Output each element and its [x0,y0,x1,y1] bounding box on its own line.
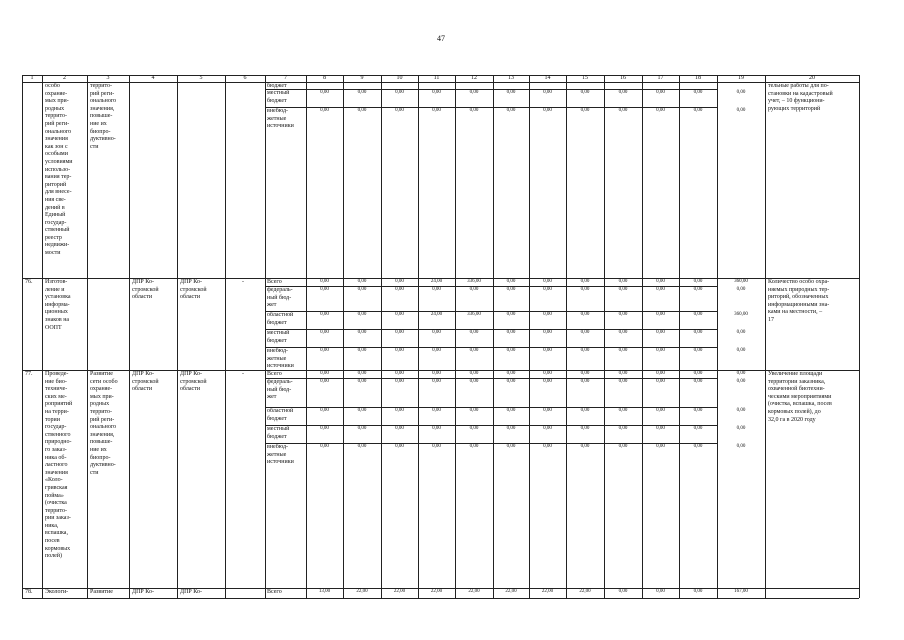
row77-value-2-col8: 0,00 [320,408,329,413]
row76-value-2-col18: 0,00 [693,312,703,317]
cont-row-indicator: тельные работы для по- становки на кадастровый учет, – 10 функциони- рующих территорий [768,83,833,112]
row76-value-1-col14: 0,00 [543,287,552,292]
row76-value-1-col13: 0,00 [506,287,516,292]
row76-value-0-col16: 0,00 [618,279,628,284]
row76-value-2-col9: 0,00 [357,312,367,317]
row77-value-4-col17: 0,00 [656,444,665,449]
row76-value-3-col15: 0,00 [580,330,590,335]
row76-source-local: местный бюджет [267,330,290,344]
row77-value-2-col14: 0,00 [543,408,552,413]
row78-number: 78. [25,589,33,595]
row76-value-4-col10: 0,00 [395,348,404,353]
row76-value-2-col16: 0,00 [618,312,628,317]
row77-number: 77. [25,371,33,377]
row77-value-1-col18: 0,00 [693,379,703,384]
cont-row-value-1-col8: 0,00 [320,90,329,95]
row77-value-3-col17: 0,00 [656,426,665,431]
cont-row-value-2-col9: 0,00 [357,108,367,113]
row77-value-0-col14: 0,00 [543,371,552,376]
row76-value-1-col8: 0,00 [320,287,329,292]
row76-value-2-col19: 360,00 [734,312,748,317]
row77-measure-name: Проведе- ние био- техниче- ских ме- роприятий на терри- тории государ- ственного природно- го заказ- ника об- ластного значения «Коло- гривская пойма» (очистка террито- рии заказ- ника, вспашка, посев кормовых полей) [45,371,73,560]
row76-executor: ДПР Ко- стромской области [132,279,159,301]
row76-value-4-col11: 0,00 [432,348,441,353]
row77-value-2-col11: 0,00 [432,408,441,413]
cont-row-value-1-col10: 0,00 [395,90,404,95]
header-col-11: 11 [433,75,440,81]
row78-measure-name: Экологи- [45,589,69,595]
row77-value-0-col8: 0,00 [320,371,329,376]
row76-value-4-col8: 0,00 [320,348,329,353]
row76-source-federal: федераль- ный бюд- жет [267,287,293,309]
cont-row-value-1-col15: 0,00 [580,90,590,95]
row77-value-3-col8: 0,00 [320,426,329,431]
row76-value-3-col14: 0,00 [543,330,552,335]
cont-row-value-2-col19: 0,00 [736,108,746,113]
row77-value-4-col13: 0,00 [506,444,516,449]
row77-value-4-col15: 0,00 [580,444,590,449]
row76-value-1-col10: 0,00 [395,287,404,292]
row76-value-0-col17: 0,00 [656,279,665,284]
row77-value-1-col14: 0,00 [543,379,552,384]
cont-row-value-2-col8: 0,00 [320,108,329,113]
row78-value-0-col10: 22,00 [393,589,406,594]
header-col-9: 9 [360,75,364,81]
row76-value-2-col17: 0,00 [656,312,665,317]
row76-value-1-col11: 0,00 [432,287,441,292]
row78-value-0-col8: 13,00 [318,589,331,594]
row77-value-3-col13: 0,00 [506,426,516,431]
header-col-16: 16 [620,75,626,81]
row77-col6: - [242,371,244,377]
row77-value-2-col16: 0,00 [618,408,628,413]
row76-value-3-col17: 0,00 [656,330,665,335]
row76-value-2-col12: 336,00 [467,312,481,317]
row76-value-3-col8: 0,00 [320,330,329,335]
cont-row-value-1-col14: 0,00 [543,90,552,95]
cont-row-value-2-col13: 0,00 [506,108,516,113]
row78-value-0-col15: 22,00 [579,589,591,594]
cont-row-source-2: местный бюджет [267,90,290,104]
row76-value-4-col12: 0,00 [469,348,479,353]
header-col-15: 15 [582,75,588,81]
header-col-17: 17 [657,75,664,81]
row76-value-1-col9: 0,00 [357,287,367,292]
header-col-6: 6 [243,75,247,81]
row77-value-4-col14: 0,00 [543,444,552,449]
cont-row-value-2-col15: 0,00 [580,108,590,113]
header-col-18: 18 [695,75,701,81]
row76-value-2-col15: 0,00 [580,312,590,317]
row77-value-2-col15: 0,00 [580,408,590,413]
row77-coexecutor: ДПР Ко- стромской области [180,371,207,393]
header-col-1: 1 [30,75,34,81]
cont-row-value-1-col18: 0,00 [693,90,703,95]
row77-value-3-col10: 0,00 [395,426,404,431]
cont-row-value-1-col17: 0,00 [656,90,665,95]
row76-value-3-col16: 0,00 [618,330,628,335]
row78-coexecutor: ДПР Ко- [180,589,202,595]
row77-value-0-col12: 0,00 [469,371,479,376]
cont-row-value-2-col10: 0,00 [395,108,404,113]
row77-value-3-col9: 0,00 [357,426,367,431]
row77-value-3-col18: 0,00 [693,426,703,431]
header-col-10: 10 [396,75,403,81]
row76-value-4-col19: 0,00 [736,348,746,353]
cont-row-source-3: внебюд- жетные источники [267,108,294,130]
row77-value-0-col11: 0,00 [432,371,441,376]
row76-value-2-col11: 24,00 [430,312,443,317]
row76-indicator: Количество особо охра- няемых природных тер- риторий, обозначенных информационными зна- ками на местности, – 17 [768,279,830,323]
row77-indicator: Увеличение площади территории заказника, охваченной биотехни- ческими мероприятиями (очистка, вспашка, посев кормовых полей), до 32,0 га в 2020 году [768,371,832,423]
row76-measure-name: Изготов- ление и установка информа- ционных знаков на ООПТ [45,279,71,331]
header-col-7: 7 [284,75,287,81]
header-col-14: 14 [544,75,551,81]
row76-value-0-col11: 24,00 [430,279,443,284]
row77-source-total: Всего [267,371,282,377]
row77-value-1-col16: 0,00 [618,379,628,384]
row77-value-1-col17: 0,00 [656,379,665,384]
row76-source-total: Всего [267,279,282,285]
row77-value-4-col19: 0,00 [736,444,746,449]
page-number: 47 [437,34,445,43]
row78-source-total: Всего [267,589,282,595]
header-col-13: 13 [508,75,514,81]
cont-row-value-2-col12: 0,00 [469,108,479,113]
row77-source-local: местный бюджет [267,426,290,440]
row77-value-0-col10: 0,00 [395,371,404,376]
row77-value-2-col13: 0,00 [506,408,516,413]
row76-value-4-col18: 0,00 [693,348,703,353]
row76-value-0-col18: 0,00 [693,279,703,284]
header-col-8: 8 [323,75,326,81]
cont-row-measure-name: особо охраняе- мых при- родных террито- рий реги- онального значения как зон с особыми условиями использо- вания тер- риторий для внесе- ния све- дений в Единый государ- ственный реестр недвижи- мости [45,83,73,257]
row78-value-0-col12: 22,00 [468,589,480,594]
row76-value-3-col9: 0,00 [357,330,367,335]
row77-value-0-col13: 0,00 [506,371,516,376]
cont-row-value-2-col16: 0,00 [618,108,628,113]
header-col-5: 5 [199,75,203,81]
row78-value-0-col11: 22,00 [430,589,443,594]
row77-source-regional: областной бюджет [267,408,294,422]
row77-value-2-col18: 0,00 [693,408,703,413]
row76-value-0-col19: 360,00 [734,279,748,284]
row76-value-2-col14: 0,00 [543,312,552,317]
row77-value-0-col17: 0,00 [656,371,665,376]
row77-value-1-col19: 0,00 [736,379,746,384]
cont-row-value-2-col11: 0,00 [432,108,441,113]
row76-value-0-col10: 0,00 [395,279,404,284]
budget-table [22,75,859,598]
cont-row-value-1-col16: 0,00 [618,90,628,95]
row77-value-4-col10: 0,00 [395,444,404,449]
row76-value-0-col14: 0,00 [543,279,552,284]
row76-value-0-col13: 0,00 [506,279,516,284]
row77-value-0-col19: 0,00 [736,371,746,376]
row76-value-4-col13: 0,00 [506,348,516,353]
row78-value-0-col13: 22,00 [505,589,517,594]
row76-col6: - [242,279,244,285]
row77-value-2-col9: 0,00 [357,408,367,413]
cont-row-value-1-col19: 0,00 [736,90,746,95]
row76-value-1-col17: 0,00 [656,287,665,292]
header-col-4: 4 [151,75,155,81]
row76-value-2-col10: 0,00 [395,312,404,317]
row76-value-3-col11: 0,00 [432,330,441,335]
row76-value-4-col15: 0,00 [580,348,590,353]
row76-value-3-col18: 0,00 [693,330,703,335]
cont-row-value-2-col14: 0,00 [543,108,552,113]
row77-value-0-col18: 0,00 [693,371,703,376]
cont-row-value-1-col11: 0,00 [432,90,441,95]
row76-value-3-col12: 0,00 [469,330,479,335]
row77-value-1-col15: 0,00 [580,379,590,384]
row77-value-0-col15: 0,00 [580,371,590,376]
row77-value-1-col11: 0,00 [432,379,441,384]
row78-value-0-col14: 22,00 [541,589,554,594]
row76-value-2-col8: 0,00 [320,312,329,317]
row77-value-4-col16: 0,00 [618,444,628,449]
row76-value-4-col16: 0,00 [618,348,628,353]
row77-source-federal: федераль- ный бюд- жет [267,379,293,401]
row77-value-1-col13: 0,00 [506,379,516,384]
row77-value-3-col12: 0,00 [469,426,479,431]
row77-goal: Развитие сети особо охраняе- мых при- родных террито- рий реги- онального значения, повыше- ние их биопро- дуктивно- сти [90,371,118,476]
row76-source-extrabudget: внебюд- жетные источники [267,348,294,370]
row77-value-2-col19: 0,00 [736,408,746,413]
row77-value-4-col18: 0,00 [693,444,703,449]
cont-row-value-2-col18: 0,00 [693,108,703,113]
row76-value-0-col12: 336,00 [467,279,481,284]
cont-row-value-1-col12: 0,00 [469,90,479,95]
row76-value-1-col16: 0,00 [618,287,628,292]
row76-value-1-col15: 0,00 [580,287,590,292]
row76-value-2-col13: 0,00 [506,312,516,317]
row77-value-3-col14: 0,00 [543,426,552,431]
row77-value-3-col15: 0,00 [580,426,590,431]
header-col-12: 12 [471,75,477,81]
row77-value-3-col11: 0,00 [432,426,441,431]
row76-value-1-col18: 0,00 [693,287,703,292]
row77-value-2-col17: 0,00 [656,408,665,413]
row76-value-3-col10: 0,00 [395,330,404,335]
row77-value-3-col16: 0,00 [618,426,628,431]
row76-value-0-col8: 0,00 [320,279,329,284]
row77-source-extrabudget: внебюд- жетные источники [267,444,294,466]
row77-value-4-col8: 0,00 [320,444,329,449]
header-col-3: 3 [106,75,110,81]
row76-value-3-col13: 0,00 [506,330,516,335]
row78-value-0-col9: 22,00 [356,589,368,594]
row76-value-0-col9: 0,00 [357,279,367,284]
row78-executor: ДПР Ко- [132,589,154,595]
row77-value-1-col9: 0,00 [357,379,367,384]
row76-value-1-col12: 0,00 [469,287,479,292]
row77-value-2-col10: 0,00 [395,408,404,413]
header-col-2: 2 [63,75,66,81]
row78-value-0-col16: 0,00 [618,589,628,594]
row77-value-2-col12: 0,00 [469,408,479,413]
cont-row-value-2-col17: 0,00 [656,108,665,113]
row77-value-1-col12: 0,00 [469,379,479,384]
row76-source-regional: областной бюджет [267,312,294,326]
cont-row-value-1-col13: 0,00 [506,90,516,95]
row77-executor: ДПР Ко- стромской области [132,371,159,393]
cont-row-value-1-col9: 0,00 [357,90,367,95]
row78-goal: Развитие [90,589,113,595]
row76-number: 76. [25,279,33,285]
cont-row-goal: террито- рий реги- онального значения, повыше- ние их биопро- дуктивно- сти [90,83,117,150]
row76-value-4-col14: 0,00 [543,348,552,353]
row76-value-4-col9: 0,00 [357,348,367,353]
row77-value-3-col19: 0,00 [736,426,746,431]
row76-value-1-col19: 0,00 [736,287,746,292]
row77-value-4-col9: 0,00 [357,444,367,449]
row76-value-4-col17: 0,00 [656,348,665,353]
row78-value-0-col19: 167,00 [734,589,748,594]
row76-coexecutor: ДПР Ко- стромской области [180,279,207,301]
header-col-20: 20 [809,75,815,81]
row77-value-0-col9: 0,00 [357,371,367,376]
row76-value-3-col19: 0,00 [736,330,746,335]
row77-value-1-col10: 0,00 [395,379,404,384]
row77-value-4-col12: 0,00 [469,444,479,449]
row77-value-0-col16: 0,00 [618,371,628,376]
row78-value-0-col18: 0,00 [693,589,703,594]
row77-value-1-col8: 0,00 [320,379,329,384]
row78-value-0-col17: 0,00 [656,589,665,594]
header-col-19: 19 [738,75,744,81]
row77-value-4-col11: 0,00 [432,444,441,449]
cont-row-source-1: бюджет [267,83,287,89]
row76-value-0-col15: 0,00 [580,279,590,284]
